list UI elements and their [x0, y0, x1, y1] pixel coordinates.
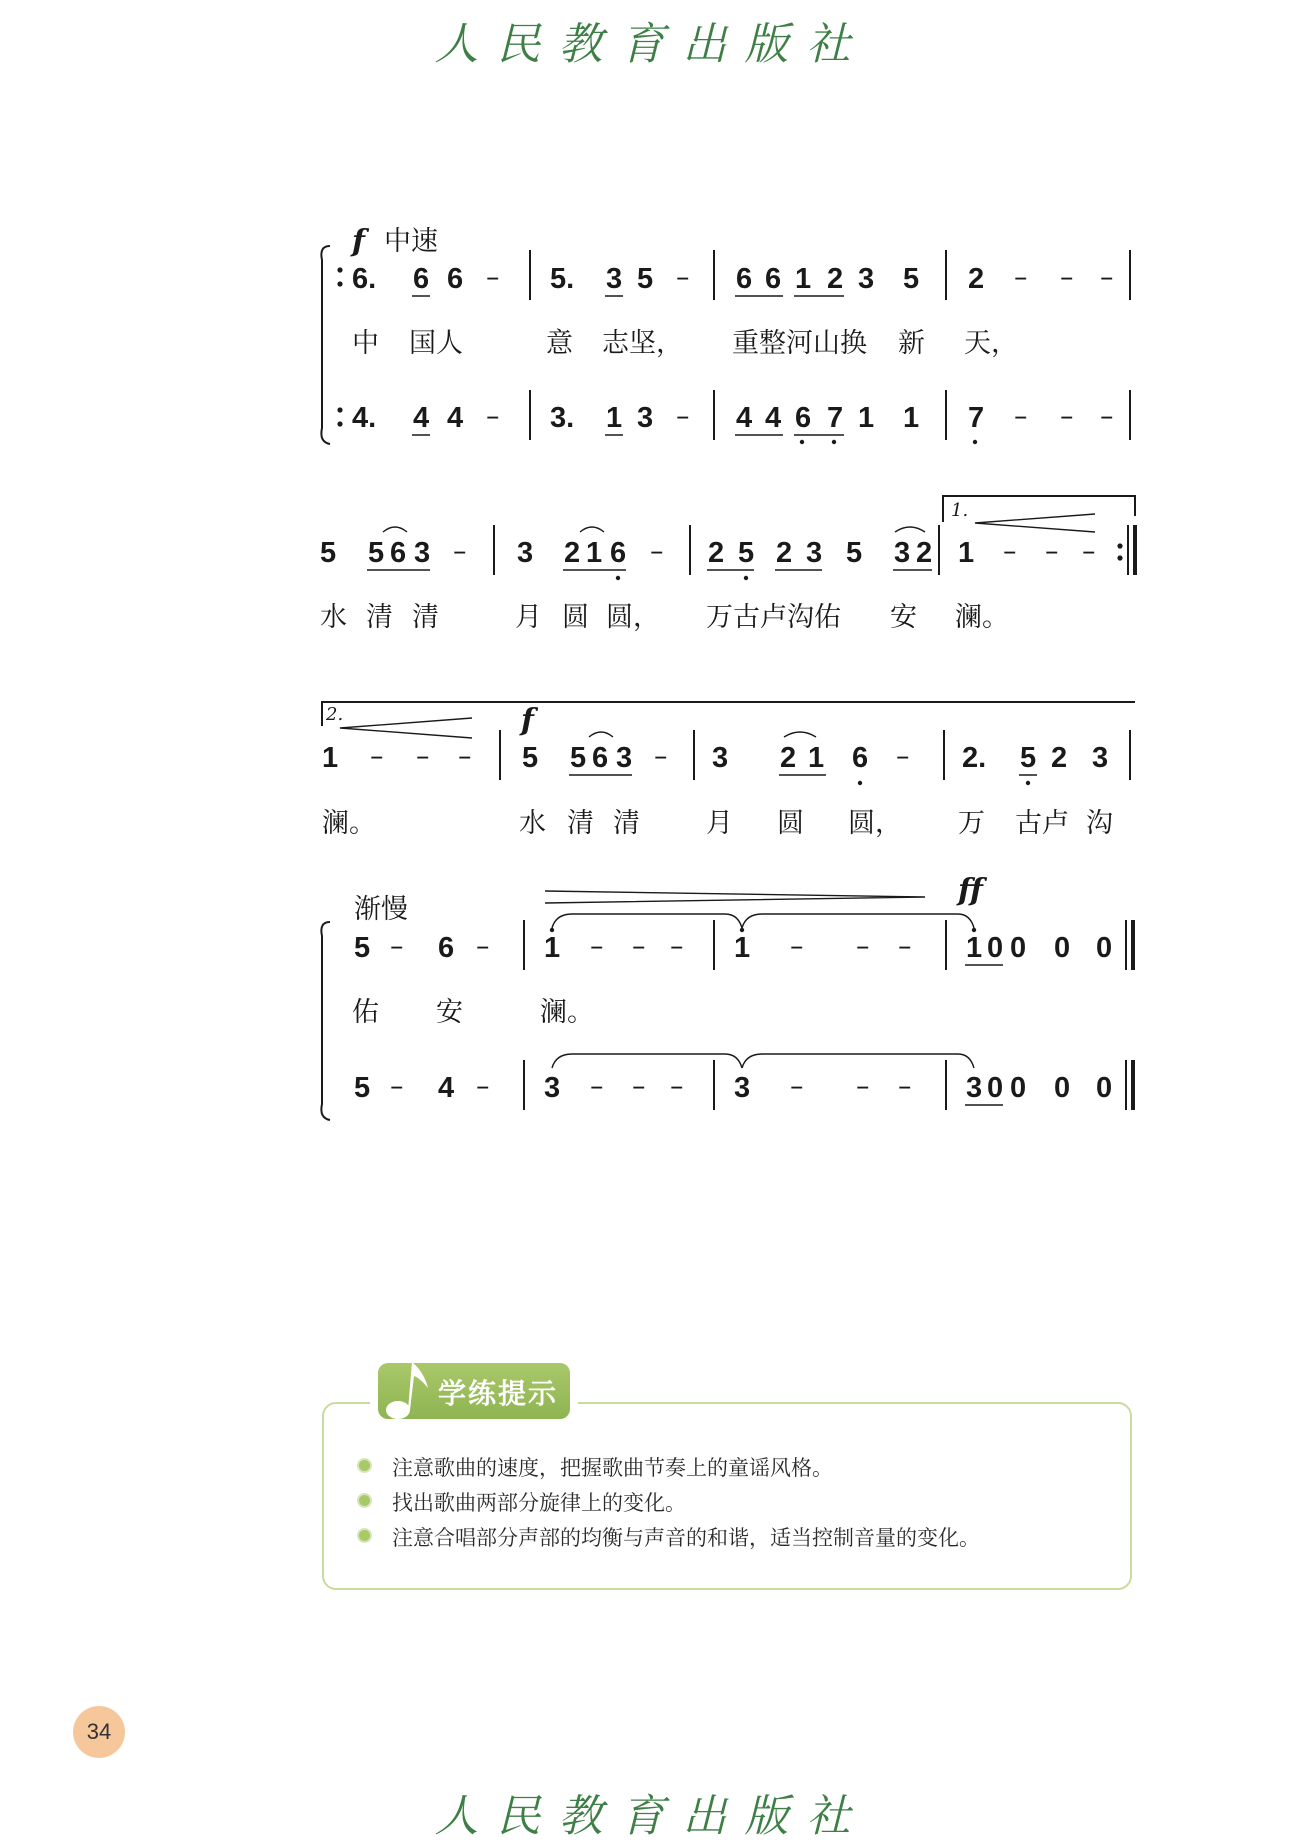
- dash: –: [476, 1071, 490, 1102]
- dash: –: [590, 1071, 604, 1102]
- dash: –: [1014, 401, 1028, 432]
- note: 1: [544, 932, 561, 964]
- note: 5: [637, 263, 654, 295]
- lyric: 澜。: [955, 602, 1009, 633]
- ending-1-label: 1.: [951, 500, 969, 521]
- brace: [321, 246, 330, 444]
- dash: –: [590, 931, 604, 962]
- note: 1: [808, 742, 825, 774]
- system-3: [322, 702, 1135, 839]
- note: 2.: [962, 742, 987, 774]
- note: 0: [1010, 932, 1027, 964]
- note: 1: [966, 932, 983, 964]
- dash: –: [1014, 262, 1028, 293]
- lyric: 月: [515, 602, 542, 633]
- voice-upper: [352, 262, 1114, 296]
- publisher-watermark-bottom: 人民教育出版社: [434, 1791, 869, 1842]
- dash: –: [1100, 262, 1114, 293]
- lyric: 万: [958, 808, 985, 839]
- note: 4: [447, 402, 464, 434]
- note: 0: [1096, 932, 1113, 964]
- note: 1: [795, 263, 812, 295]
- note: 2: [1051, 742, 1068, 774]
- dynamic-ff: ff: [958, 873, 983, 908]
- note: 3: [806, 537, 823, 569]
- tempo-rit-marking: 渐慢: [354, 894, 408, 925]
- note: 6: [736, 263, 753, 295]
- tempo-marking: 中速: [384, 226, 438, 257]
- lyric: 万古卢沟佑: [706, 602, 841, 633]
- lyric: 澜。: [322, 808, 376, 839]
- dash: –: [670, 1071, 684, 1102]
- dash: –: [476, 931, 490, 962]
- note: 2: [776, 537, 793, 569]
- note: 4: [736, 402, 753, 434]
- lyric: 安: [436, 997, 463, 1028]
- note: 6.: [352, 263, 377, 295]
- note: 0: [1054, 932, 1071, 964]
- dash: –: [1060, 401, 1074, 432]
- note: 5.: [550, 263, 575, 295]
- note: 3: [544, 1072, 561, 1104]
- note: 5: [846, 537, 863, 569]
- voice-lower: [352, 401, 1114, 444]
- note: 4: [765, 402, 782, 434]
- dash: –: [1060, 262, 1074, 293]
- note: 0: [1054, 1072, 1071, 1104]
- note: 3: [894, 537, 911, 569]
- dash: –: [1082, 536, 1096, 567]
- dash: –: [676, 401, 690, 432]
- tips-title: 学练提示: [438, 1377, 559, 1410]
- system-2: [320, 496, 1135, 633]
- lyric: 沟: [1086, 808, 1113, 839]
- note: 5: [570, 742, 587, 774]
- note: 6: [610, 537, 627, 569]
- note: 6: [390, 537, 407, 569]
- note: 0: [1010, 1072, 1027, 1104]
- note: 5: [368, 537, 385, 569]
- lyric: 圆，: [848, 808, 902, 839]
- lyric: 佑: [352, 997, 379, 1028]
- system-4: [321, 873, 1133, 1120]
- brace: [321, 922, 330, 1120]
- dash: –: [856, 931, 870, 962]
- dash: –: [790, 931, 804, 962]
- dash: –: [896, 741, 910, 772]
- note: 5: [354, 932, 371, 964]
- lyric: 安: [890, 602, 917, 633]
- tip-text: 找出歌曲两部分旋律上的变化。: [392, 1491, 686, 1515]
- lyric: 圆: [562, 602, 589, 633]
- lyric: 水: [320, 602, 347, 633]
- note: 2: [564, 537, 581, 569]
- note: 3: [1092, 742, 1109, 774]
- note: 5: [738, 537, 755, 569]
- lyric: 重整河山换: [732, 328, 867, 359]
- dash: –: [486, 262, 500, 293]
- bullet-icon: [357, 1528, 372, 1543]
- note: 6: [447, 263, 464, 295]
- dash: –: [856, 1071, 870, 1102]
- bullet-icon: [357, 1493, 372, 1508]
- lyric: 古卢: [1015, 808, 1069, 839]
- ending-2-label: 2.: [326, 704, 344, 725]
- dynamic-f: f: [521, 703, 534, 738]
- note: 6: [413, 263, 430, 295]
- note: 6: [795, 402, 812, 434]
- page-number: 34: [73, 1706, 125, 1758]
- note: 3.: [550, 402, 575, 434]
- lyric: 月: [706, 808, 733, 839]
- dash: –: [370, 741, 384, 772]
- lyric: 国人: [409, 328, 463, 359]
- note: 1: [958, 537, 975, 569]
- note: 1: [903, 402, 920, 434]
- dash: –: [390, 1071, 404, 1102]
- note: 4: [438, 1072, 455, 1104]
- note: 2: [968, 263, 985, 295]
- lyric: 清: [366, 602, 393, 633]
- note: 7: [968, 402, 985, 434]
- note: 3: [858, 263, 875, 295]
- lyric: 中: [352, 328, 379, 359]
- dash: –: [1045, 536, 1059, 567]
- note: 7: [827, 402, 844, 434]
- note: 5: [903, 263, 920, 295]
- note: 3: [517, 537, 534, 569]
- lyrics-line-1: [352, 328, 1018, 359]
- lyric: 圆: [777, 808, 804, 839]
- dash: –: [416, 741, 430, 772]
- note: 2: [780, 742, 797, 774]
- note: 1: [606, 402, 623, 434]
- lyric: 天，: [964, 328, 1018, 359]
- note: 4: [413, 402, 430, 434]
- note: 2: [827, 263, 844, 295]
- note: 3: [712, 742, 729, 774]
- lyric: 清: [412, 602, 439, 633]
- lyric: 志坚，: [602, 328, 683, 359]
- lyric: 新: [898, 328, 925, 359]
- lyric: 水: [519, 808, 546, 839]
- tip-item: [357, 1452, 833, 1482]
- note: 1: [858, 402, 875, 434]
- dash: –: [898, 931, 912, 962]
- note: 4.: [352, 402, 377, 434]
- lyric: 清: [567, 808, 594, 839]
- note: 6: [765, 263, 782, 295]
- note: 2: [916, 537, 933, 569]
- note: 1: [322, 742, 339, 774]
- note: 5: [522, 742, 539, 774]
- dash: –: [486, 401, 500, 432]
- dash: –: [1100, 401, 1114, 432]
- dynamic-f: f: [352, 224, 365, 259]
- dash: –: [790, 1071, 804, 1102]
- lyric: 意: [546, 328, 573, 359]
- note: 0: [987, 932, 1004, 964]
- tip-text: 注意合唱部分声部的均衡与声音的和谐，适当控制音量的变化。: [392, 1526, 980, 1550]
- dash: –: [650, 536, 664, 567]
- dash: –: [676, 262, 690, 293]
- dash: –: [390, 931, 404, 962]
- dash: –: [632, 1071, 646, 1102]
- note: 5: [354, 1072, 371, 1104]
- dash: –: [670, 931, 684, 962]
- note: 1: [734, 932, 751, 964]
- music-note-icon: [384, 1358, 434, 1424]
- publisher-watermark-top: 人民教育出版社: [434, 19, 869, 70]
- dash: –: [654, 741, 668, 772]
- dash: –: [632, 931, 646, 962]
- note: 5: [320, 537, 337, 569]
- note: 0: [1096, 1072, 1113, 1104]
- note: 6: [852, 742, 869, 774]
- dash: –: [1003, 536, 1017, 567]
- lyric: 澜。: [540, 997, 594, 1028]
- lyric: 圆，: [606, 602, 660, 633]
- dash: –: [458, 741, 472, 772]
- note: 5: [1020, 742, 1037, 774]
- note: 2: [708, 537, 725, 569]
- note: 3: [606, 263, 623, 295]
- tip-text: 注意歌曲的速度，把握歌曲节奏上的童谣风格。: [392, 1456, 833, 1480]
- system-1: [321, 224, 1130, 444]
- note: 3: [414, 537, 431, 569]
- tip-item: [357, 1522, 980, 1552]
- note: 6: [438, 932, 455, 964]
- note: 0: [987, 1072, 1004, 1104]
- tip-item: [357, 1487, 686, 1517]
- note: 1: [586, 537, 603, 569]
- note: 3: [966, 1072, 983, 1104]
- note: 3: [616, 742, 633, 774]
- bullet-icon: [357, 1458, 372, 1473]
- note: 3: [734, 1072, 751, 1104]
- dash: –: [453, 536, 467, 567]
- note: 3: [637, 402, 654, 434]
- dash: –: [898, 1071, 912, 1102]
- note: 6: [592, 742, 609, 774]
- lyric: 清: [613, 808, 640, 839]
